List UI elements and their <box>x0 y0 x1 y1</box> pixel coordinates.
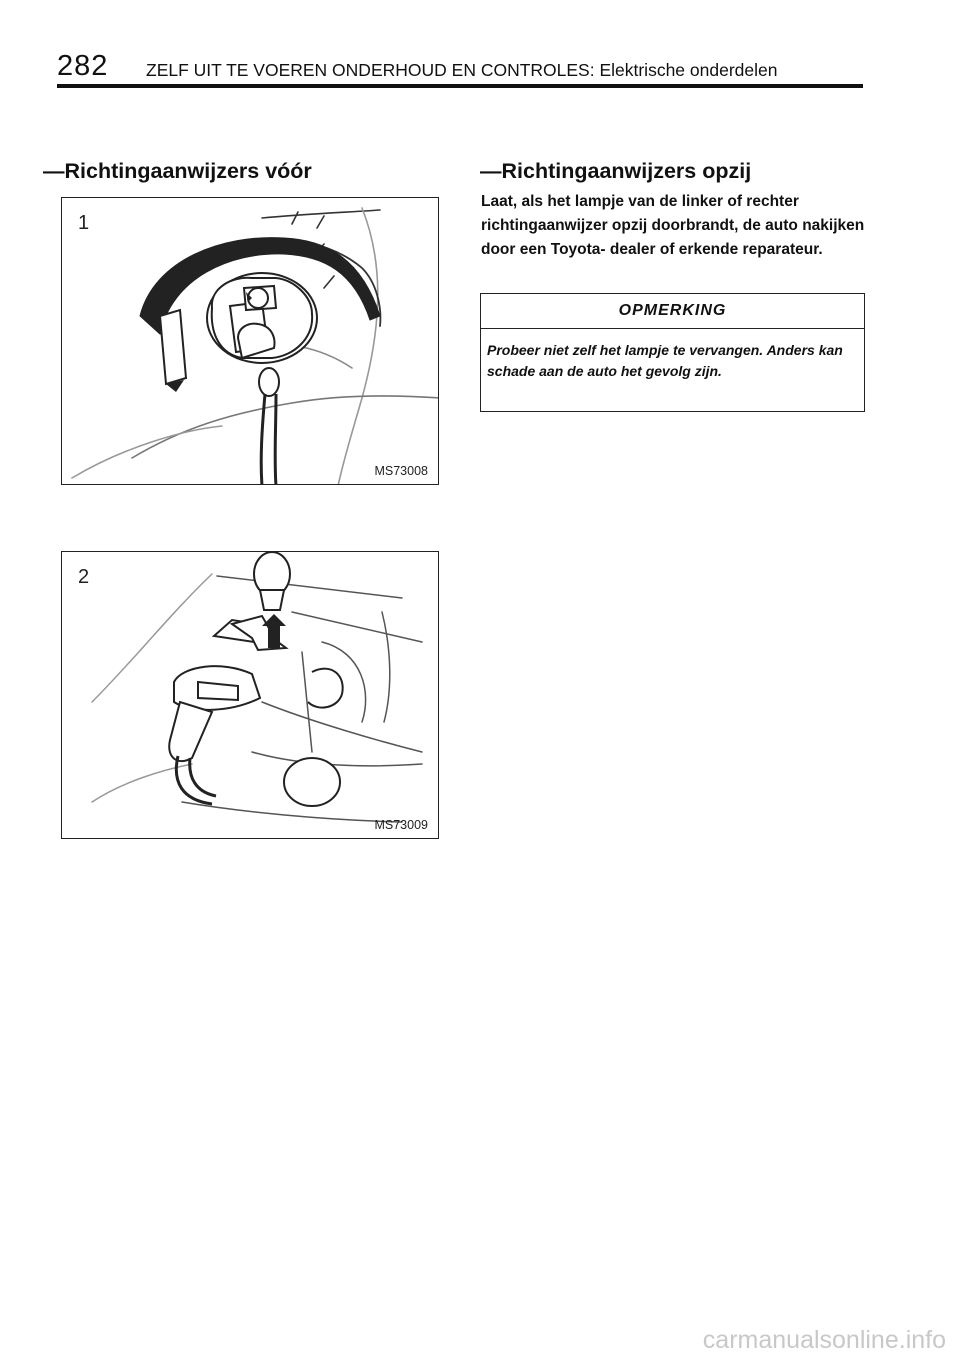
page-number: 282 <box>57 50 109 82</box>
running-title: ZELF UIT TE VOEREN ONDERHOUD EN CONTROLES: Elektrische onderdelen <box>146 60 778 80</box>
figure-number-1: 1 <box>78 212 90 234</box>
notice-title: OPMERKING <box>481 294 864 329</box>
figure-code-1: MS73008 <box>374 464 428 478</box>
notice-text: Probeer niet zelf het lampje te vervangen. Anders kan schade aan de auto het gevolg zijn. <box>487 342 843 379</box>
figure-number-2: 2 <box>78 566 90 588</box>
body-paragraph: Laat, als het lampje van de linker of rechter richtingaanwijzer opzij doorbrandt, de auto nakijken door een Toyota- dealer of erkende reparateur. <box>481 193 865 258</box>
figure-1-illustration <box>62 198 439 485</box>
figure-1 <box>61 197 439 485</box>
figure-code-2: MS73009 <box>374 818 428 832</box>
section-heading-side: —Richtingaanwijzers opzij <box>480 159 752 183</box>
notice-box <box>480 293 865 412</box>
section-heading-front: —Richtingaanwijzers vóór <box>43 159 312 183</box>
header-rule <box>57 84 863 88</box>
figure-2-illustration <box>62 552 439 839</box>
figure-2 <box>61 551 439 839</box>
watermark[interactable]: carmanualsonline.info <box>702 1326 946 1354</box>
